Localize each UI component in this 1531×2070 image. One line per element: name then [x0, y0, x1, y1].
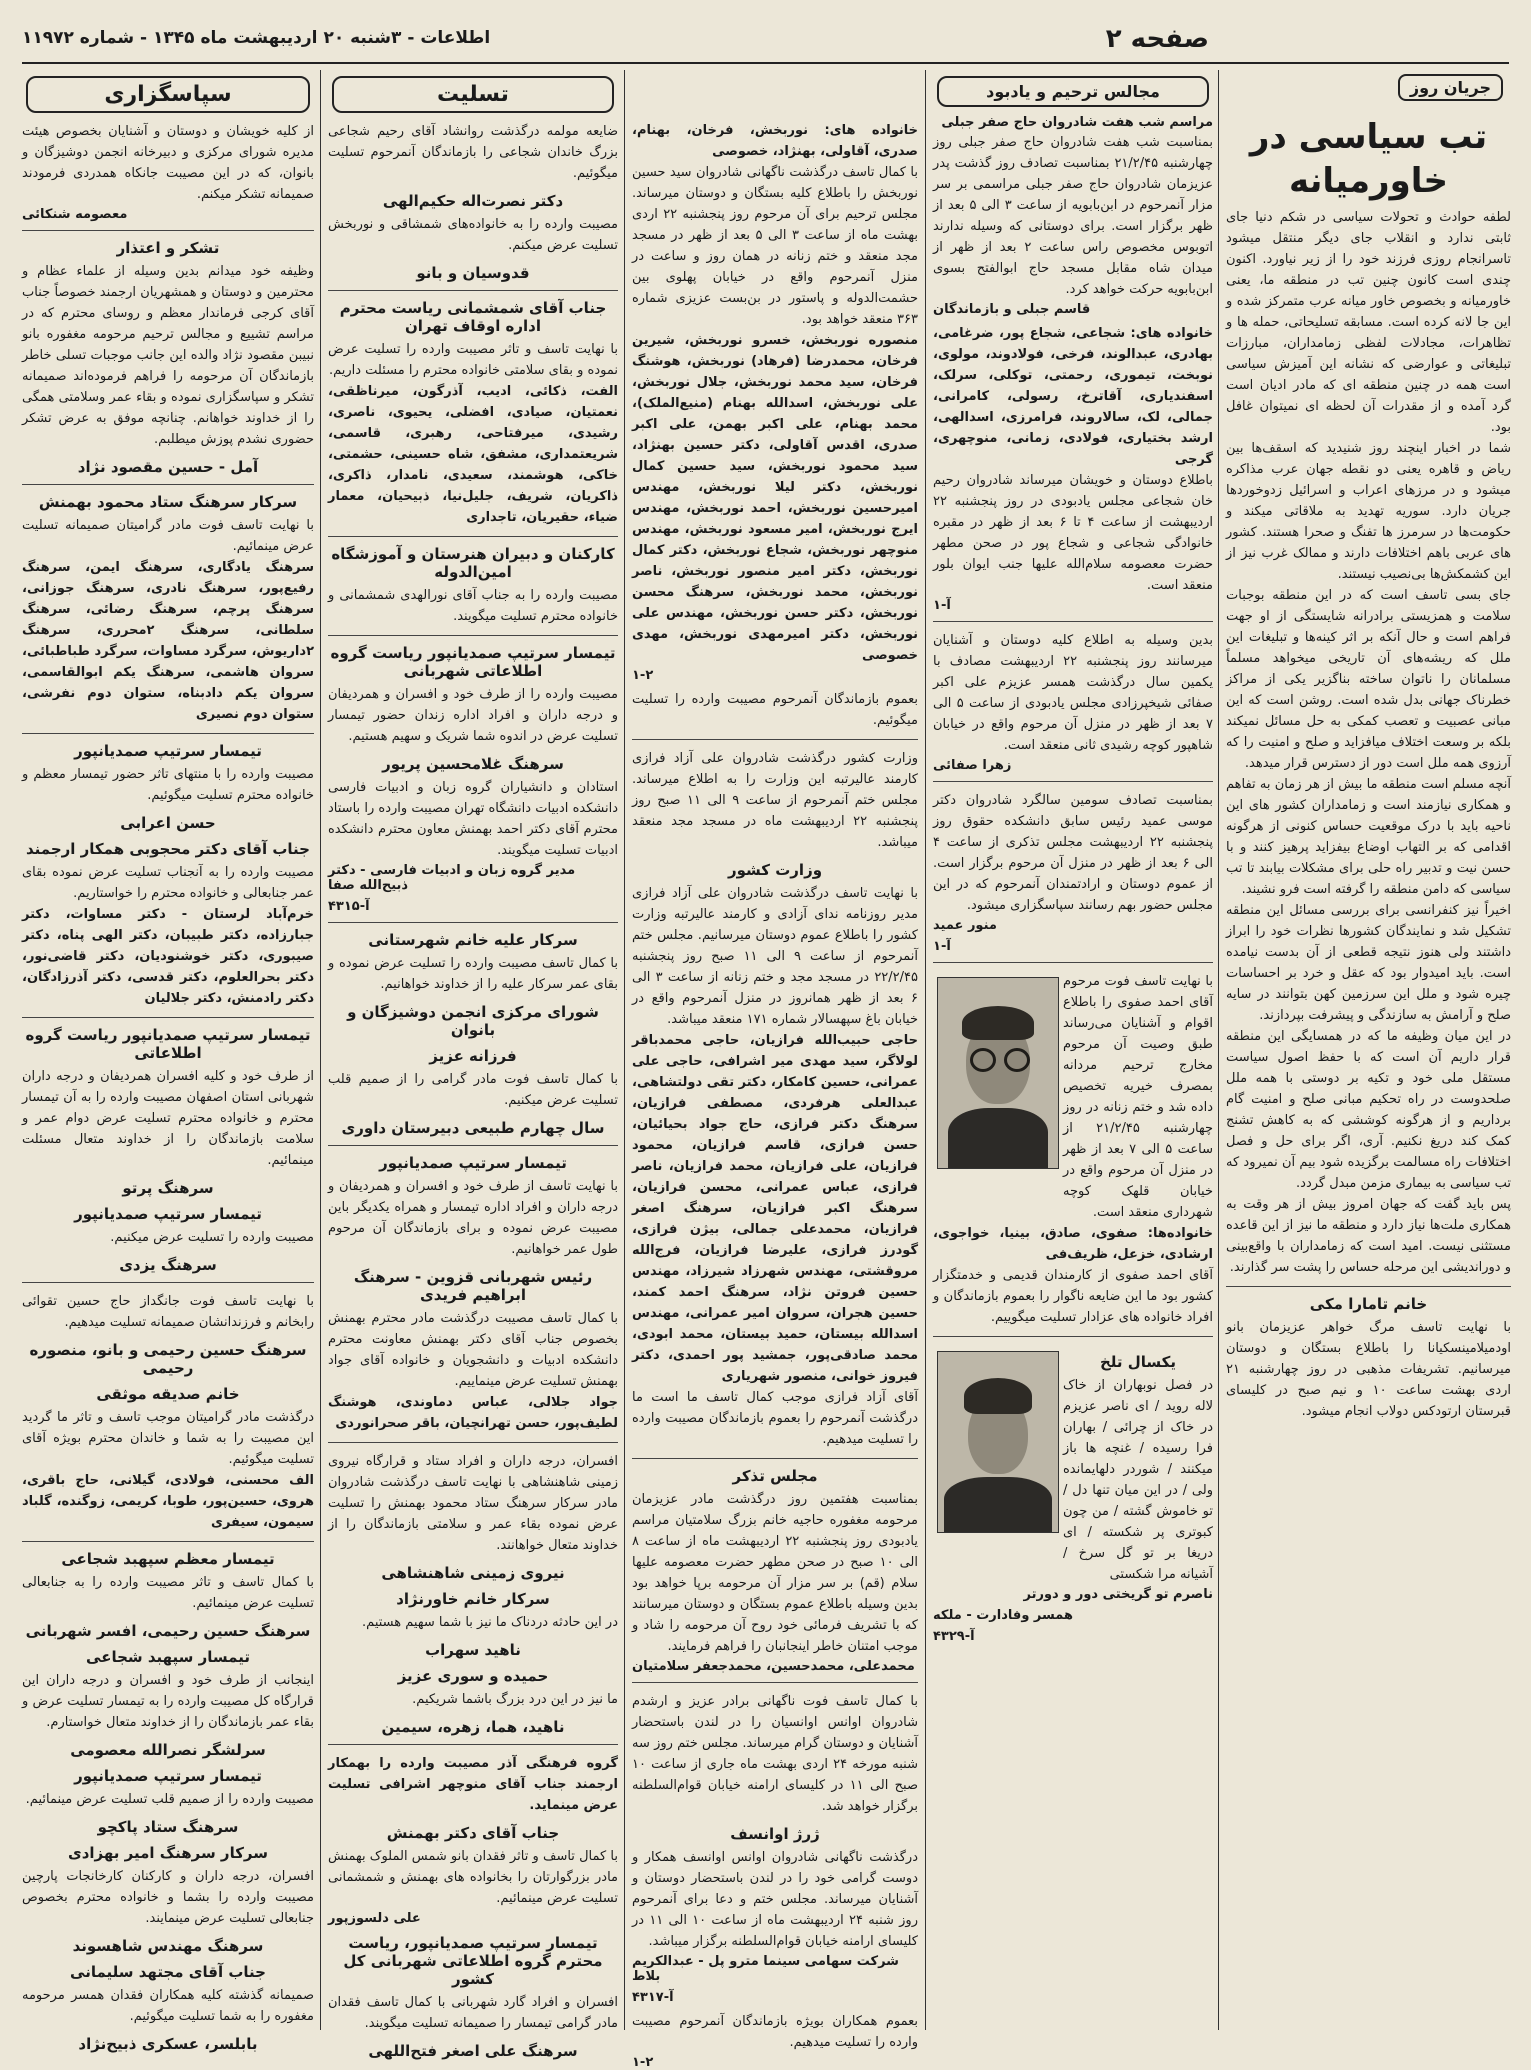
- notice-signature: سرلشگر نصرالله معصومی: [70, 1741, 266, 1759]
- notice-heading: تیمسار معظم سپهبد شجاعی: [61, 1550, 275, 1568]
- column-rule: [320, 70, 321, 2030]
- notice-heading: سرکار خانم خاورنژاد: [396, 1590, 550, 1608]
- poem-title: یکسال تلخ: [1099, 1353, 1177, 1371]
- divider: [22, 1282, 314, 1283]
- divider: [328, 635, 618, 636]
- article-paragraph: در این میان وظیفه ما که در همسایگی این منطقه قرار داریم آن است که با حفظ اصول سیاست مستقل ملی خود و تکیه بر دوستی با همه ملل صلحدوست در راه تحکیم مبانی صلح و امنیت گام برداریم و از هرگونه کوششی که به کاهش تشنج کمک کند دریغ نکنیم. آری، اگر برای حل و فصل اختلافات راه مسالمت برگزیده شود بیم آن نمیرود که تب سیاسی به بیماری مزمن مبدل گردد.: [1226, 1029, 1511, 1191]
- notice-text: مصیبت وارده را با منتهای تاثر حضور تیمسار معظم و خانواده محترم تسلیت میگوئیم.: [22, 767, 314, 803]
- notice-text: با نهایت تاسف مرگ خواهر عزیزمان بانو اودمیلامینسکیانا را باطلاع بستگان و دوستان میرسانیم. تشریفات مذهبی در روز چهارشنبه ۲۱ اردی بهشت ساعت ۱۰ و نیم صبح در کلیسای قبرستان ارتودکس دولاب انجام میشود.: [1226, 1320, 1511, 1419]
- notice-signature: معصومه شنکائی: [22, 207, 128, 222]
- divider: [632, 1458, 918, 1459]
- poem-text: در فصل نوبهاران از خاک لاله روید / ای ناصر عزیزم در خاک از چرائی / بهاران فرا رسیده / غنچه ها باز میکنند / شوردر دلهایمانده ولی / در این میان تنها دل / تو خاموش گشته / من چون کبوتری پر شکسته / ای دریغا بر تو گل سرخ / آشیانه مرا شکستی: [1063, 1378, 1213, 1582]
- notice-text: مصیبت وارده را به خانواده‌های شمشاقی و نوربخش تسلیت عرض میکنم.: [328, 217, 618, 253]
- notice-signature: حسن اعرابی: [120, 814, 216, 832]
- glasses-icon: [1004, 1048, 1030, 1072]
- poem-block: [933, 1345, 1213, 1585]
- notice-text: با کمال تاسف مصیبت وارده را تسلیت عرض نموده و بقای عمر سرکار علیه را از خداوند خواهانیم.: [328, 956, 618, 992]
- divider: [328, 1442, 618, 1443]
- notice-text: از طرف خود و کلیه افسران همردیفان و درجه داران شهربانی استان اصفهان مصیبت وارده را به آن تیمسار محترم و خانواده محترم تسلیت عرض دوام عمر و سلامت بازماندگان را از خداوند متعال مسئلت مینمائیم.: [22, 1069, 314, 1168]
- notice-text: با نهایت تاسف و تاثر مصیبت وارده را تسلیت عرض نموده و بقای سلامتی خانواده محترم را مسئلت داریم.: [328, 342, 618, 378]
- article-paragraph: شما در اخبار اینچند روز شنیدید که اسقف‌ها بین ریاض و قاهره یعنی دو نقطه جهان عرب مذاکره میشود و در مرزهای اعراب و اسرائیل زدوخورد‌ها جریان دارد. سوریه تهدید به ملاقاتی میکند و حکومت‌ها در سرمرز ها تفنگ و صحرا هستند. کشور های عربی باهم اختلافات دارند و ممالک غرب نیز از این کشمکش‌ها بی‌نصیب نیستند.: [1226, 441, 1511, 582]
- notice-signature: مدیر گروه زبان و ادبیات فارسی - دکتر ذبیح‌الله صفا: [328, 863, 576, 893]
- page-number: صفحه ۲: [1105, 24, 1209, 54]
- notice-text: افسران و افراد گارد شهربانی با کمال تاسف فقدان مادر گرامی تیمسار را صمیمانه تسلیت میگویند.: [328, 1995, 618, 2031]
- portrait-suit: [948, 1108, 1048, 1168]
- notice-heading: سرکار سرهنگ امیر بهزادی: [67, 1844, 269, 1862]
- notice-signature: سرهنگ علی اصغر فتح‌اللهی: [368, 2042, 578, 2060]
- notice-code: ۱-۲: [632, 668, 654, 683]
- notice-text: وزارت کشور درگذشت شادروان علی آزاد فرازی کارمند عالیرتبه این وزارت را به اطلاع میرساند. مجلس ختم آنمرحوم از ساعت ۹ الی ۱۱ صبح روز پنجشنبه ۲۲ اردیبهشت ماه در مسجد مجد منعقد میباشد.: [632, 751, 918, 850]
- divider: [1226, 1286, 1511, 1287]
- notice-text: افسران، درجه داران و کارکنان کارخانجات پارچین مصیبت وارده را بشما و خانواده محترم بخصوص جنابعالی تسلیت عرض مینمایند.: [22, 1869, 314, 1926]
- portrait-hair: [964, 1378, 1032, 1414]
- notice-text: بعموم همکاران بویژه بازماندگان آنمرحوم مصیبت وارده را تسلیت میدهیم.: [632, 2014, 918, 2050]
- notice-families: خانواده های: نوربخش، فرخان، بهنام، صدری، آقاولی، بهنژاد، خصوصی: [632, 123, 918, 159]
- notice-signature: منور عمید: [933, 918, 997, 933]
- notice-names: خرم‌آباد لرستان - دکتر مساوات، دکتر جبارزاده، دکتر طبیبان، دکتر الهی پناه، دکتر صیبوری، دکتر خوشنودیان، دکتر قاضی‌نور، دکتر بحرالعلوم، دکتر قدسی، دکتر آذرزادگان، دکتر رادمنش، دکتر جلالیان: [22, 907, 314, 1006]
- section-title: مجالس ترحیم و یادبود: [937, 76, 1209, 107]
- article-paragraph: اخیراً نیز کنفرانسی برای بررسی مسائل این منطقه تشکیل شد و نمایندگان کشورها نظرات خود را ابراز داشتند ولی هنوز نتیجه قطعی از آن بدست نیامده است. باید امیدوار بود که عقل و خرد بر احساسات چیره شود و ملل این سرزمین کهن بتوانند در سایه صلح و آرامش به سازندگی و پیشرفت بپردازند.: [1226, 903, 1511, 1023]
- section-title: سپاسگزاری: [26, 76, 310, 113]
- divider: [328, 922, 618, 923]
- portrait-suit: [944, 1477, 1052, 1532]
- notice-text: با کمال تاسف درگذشت ناگهانی شادروان سید حسین نوربخش را باطلاع کلیه بستگان و دوستان میرساند. مجلس ترحیم برای آن مرحوم روز پنجشنبه ۲۲ اردی بهشت ماه از ساعت ۳ الی ۵ بعد از ظهر در مسجد مجد منعقد و ختم زنانه در همان روز و ساعت در منزل آنمرحوم واقع در خیابان پهلوی بین حشمت‌الدوله و پاستور در بن‌بست عزیزی شماره ۳۶۳ منعقد خواهد بود.: [632, 165, 918, 327]
- column-majalis-left: [632, 120, 919, 2070]
- notice-text: درگذشت ناگهانی شادروان اوانس اوانسف همکار و دوست گرامی خود را در لندن باستحضار دوستان و آشنایان میرساند. مجلس ختم و دعا برای آنمرحوم روز شنبه ۲۴ اردیبهشت ماه از ساعت ۱۰ الی ۱۱ در کلیسای ارامنه خیابان قوام‌السلطنه برگزار میباشد.: [632, 1850, 918, 1949]
- notice-text: باطلاع دوستان و خویشان میرساند شادروان رحیم خان شجاعی مجلس یادبودی در روز پنجشنبه ۲۲ اردیبهشت از ساعت ۴ تا ۶ بعد از ظهر در مقبره خانوادگی شجاعی و شجاع پور در صحن مطهر حضرت معصومه سلام‌الله علیها جنب ایوان بلور منعقد است.: [933, 473, 1214, 593]
- notice-heading: فرزانه عزیز: [429, 1047, 517, 1065]
- notice-text: بدین وسیله به اطلاع کلیه دوستان و آشنایان میرسانند روز پنجشنبه ۲۲ اردیبهشت مصادف با یکمین سال درگذشت همسر عزیزم علی اکبر صفائی شیخپرزادی مجلس یادبودی از ساعت ۵ الی ۷ بعد از ظهر در منزل آن مرحوم واقع در خیابان شاهپور کوچه رشیدی ثانی منعقد است.: [933, 633, 1213, 753]
- notice-signature: سال چهارم طبیعی دبیرستان داوری: [341, 1119, 605, 1137]
- divider: [933, 621, 1213, 622]
- notice-text: از کلیه خویشان و دوستان و آشنایان بخصوص هیئت مدیره شورای مرکزی و دبیرخانه انجمن دوشیزگان و بانوان، که در این مصیبت جانکاه همدردی فرمودند صمیمانه تشکر میکنم.: [22, 124, 314, 202]
- notice-names: الف محسنی، فولادی، گیلانی، حاج باقری، هروی، حسین‌پور، طوبا، کریمی، زوگنده، گلباد سیمون، سیفری: [22, 1473, 314, 1530]
- notice-text: وظیفه خود میدانم بدین وسیله از علماء عظام و محترمین و دوستان و همشهریان ارجمند خصوصاً جناب آقای کرجی فرماندار معظم و روسای محترم که در مراسم تشییع و مجالس ترحیم مرحومه مغفوره بانو نبیبن مقصود نژاد والده این جانب موجبات تسلی خاطر بازماندگان آن مرحومه را فراهم فرموده‌اند صمیمانه تشکر و سپاسگزاری نموده و بقاء عمر وسلامتی همگی را از خداوند خواهانم. چنانچه موفق به عرض تشکر حضوری نشدم پوزش میطلبم.: [22, 264, 314, 447]
- notice-text: با کمال تاسف فوت مادر گرامی را از صمیم قلب تسلیت عرض میکنیم.: [328, 1072, 618, 1108]
- notice-heading: مراسم شب هفت شادروان حاج صفر جبلی: [941, 115, 1213, 130]
- notice-title: خانم تامارا مکی: [1309, 1295, 1428, 1313]
- notice-signature: قدوسیان و بانو: [416, 264, 530, 282]
- notice-heading: تیمسار سرتیپ صمدیانپور: [379, 1154, 567, 1172]
- notice-text: آقای احمد صفوی از کارمندان قدیمی و خدمتگزار کشور بود ما این ضایعه ناگوار را بعموم بازماندگان و افراد خانواده های عزادار تسلیت میگوییم.: [933, 1268, 1213, 1325]
- notice-text: مصیبت وارده را به جناب آقای نورالهدی شمشمانی و خانواده محترم تسلیت میگویند.: [328, 588, 618, 624]
- divider: [933, 781, 1213, 782]
- poem-line: ناصرم تو گریختی دور و دورتر: [1023, 1587, 1213, 1602]
- notice-heading: تیمسار سپهبد شجاعی: [86, 1648, 250, 1666]
- notice-signature: سرهنگ ستاد پاکچو: [97, 1818, 239, 1836]
- notice-names: سرهنگ یادگاری، سرهنگ ایمن، سرهنگ رفیع‌پور، سرهنگ نادری، سرهنگ جوزانی، سرهنگ پرچم، سرهنگ رضائی، سرهنگ سلطانی، سرهنگ ۲محرری، سرهنگ ۲داریوش، سرگرد مساوات، سرگرد طباطبائی، سروان هاشمی، سرهنگ یکم ابوالقاسمی، سروان یکم دادبناه، ستوان دوم نفرشی، ستوان دوم نصیری: [22, 560, 314, 722]
- notice-code: آ-۱: [933, 939, 951, 954]
- notice-text: با نهایت تاسف درگذشت شادروان علی آزاد فرازی مدیر روزنامه ندای آزادی و کارمند عالیرتبه وزارت کشور را باطلاع عموم دوستان میرسانیم. مجلس ختم آنمرحوم از ساعت ۹ الی ۱۱ صبح روز پنجشنبه ۲۲/۲/۴۵ در مسجد مجد و ختم زنانه از ساعت ۳ الی ۶ بعد از ظهر همانروز در منزل آنمرحوم واقع در خیابان باغ سپهسالار شماره ۱۷۱ منعقد میباشد.: [632, 886, 918, 1027]
- notice-heading: سرکار سرهنگ ستاد محمود بهمنش: [38, 493, 298, 511]
- notice-signature: ناهید سهراب: [425, 1641, 521, 1659]
- section-title: تسلیت: [332, 76, 614, 113]
- notice-text: بمناسبت هفتمین روز درگذشت مادر عزیزمان مرحومه مغفوره حاجیه خانم بزرگ سلامتیان مراسم یادبودی روز پنجشنبه ۲۲ اردیبهشت ماه از ساعت ۸ الی ۱۰ صبح در صحن مطهر حضرت معصومه علیها سلام (قم) بر سر مزار آن مرحومه برپا خواهد بود بدین وسیله باطلاع عموم بستگان و دوستان میرسانند که با تشریف فرمائی خود روح آن مرحومه را شاد و موجب امتنان خاطر اینجانبان را فراهم فرمایند.: [632, 1492, 919, 1654]
- notice-signature: سرهنگ حسین رحیمی و بانو، منصوره رحیمی: [29, 1341, 307, 1377]
- notice-text: ما نیز در این درد بزرگ باشما شریکیم.: [412, 1692, 618, 1707]
- page-header: [22, 18, 1509, 64]
- notice-families: خانواده های: شجاعی، شجاع پور، ضرغامی، بهادری، عبدالوند، فرخی، فولادوند، مولوی، نوبخت، تیموری، رحمتی، توکلی، سرلک، اسفندیاری، آقاترخ، رسولی، کامرانی، جمالی، لک، سالاروند، فرامرزی، اسدالهی، ارشد بختیاری، فولادی، زمانی، منوچهری، گرجی: [933, 326, 1213, 467]
- notice-text: با نهایت تاسف فوت جانگداز حاج حسین تقوائی رابخانم و فرزندانشان صمیمانه تسلیت میدهیم.: [22, 1294, 314, 1330]
- notice-signature: رئیس شهربانی قزوین - سرهنگ ابراهیم فریدی: [353, 1268, 593, 1304]
- notice-signature: شورای مرکزی انجمن دوشیزگان و بانوان: [347, 1003, 599, 1039]
- notice-text: صمیمانه گذشته کلیه همکاران فقدان همسر مرحومه مغفوره را به شما تسلیت میگوئیم.: [22, 1988, 314, 2024]
- notice-signature: علی دلسوزپور: [328, 1911, 421, 1926]
- column-jarian-rooz: [1226, 70, 1511, 2030]
- notice-text: بمناسبت تصادف سومین سالگرد شادروان دکتر موسی عمید رئیس سابق دانشکده حقوق روز پنجشنبه ۲۲ اردیبهشت مجلس تذکری از ساعت ۴ الی ۶ بعد از ظهر در منزل آن مرحوم برگزار است. از عموم دوستان و ارادتمندان آنمرحوم که در این مجلس حضور بهم رسانند سپاسگزاری میشود.: [933, 793, 1214, 913]
- notice-signature: سرهنگ پرتو: [122, 1179, 214, 1197]
- notice-heading: جناب آقای مجتهد سلیمانی: [70, 1963, 266, 1981]
- divider: [22, 1541, 314, 1542]
- notice-signature: ناهید، هما، زهره، سیمین: [381, 1718, 565, 1736]
- notice-heading: سرکار علیه خانم شهرستانی: [368, 931, 578, 949]
- notice-text: با نهایت تاسف فوت مادر گرامیتان صمیمانه تسلیت عرض مینمائیم.: [22, 518, 314, 554]
- notice-names: الفت، ذکائی، ادیب، آذرگون، میرناظقی، نعمتیان، صیادی، افضلی، یحیوی، ناصری، رشیدی، میرفتاحی، رهبری، قاسمی، شریعتمداری، مشفق، شاه حسینی، حشمتی، خاکی، هوشمند، سعیدی، نامدار، ذاکری، ذاکریان، شریف، جلیل‌نیا، ذبیحیان، معمار ضیاء، حقیریان، تاجداری: [328, 384, 618, 525]
- notice-text: مصیبت وارده را از صمیم قلب تسلیت عرض مینمائیم.: [25, 1792, 314, 1807]
- divider: [933, 1336, 1213, 1337]
- divider: [22, 733, 314, 734]
- column-rule: [1218, 70, 1219, 2030]
- notice-names: منصوره نوربخش، خسرو نوربخش، شیرین فرخان، محمدرضا (فرهاد) نوربخش، هوشنگ فرخان، سید محمد نوربخش، جلال نوربخش، علی نوربخش، اسدالله بهنام (منیع‌الملک)، محمد بهنام، علی اکبر بهمن، علی اکبر صدری، اقدس آقاولی، دکتر حسین بهنژاد، سید محمود نوربخش، سید حسین کمال نوربخش، دکتر لیلا نوربخش، مهندس امیرحسین نوربخش، احمد نوربخش، مهندس ایرج نوربخش، امیر مسعود نوربخش، مهندس منوچهر نوربخش، شجاع نوربخش، دکتر کمال نوربخش، دکتر امیر منصور نوربخش، ناصر نوربخش، محمد نوربخش، سرهنگ محسن نوربخش، دکتر حسن نوربخش، مهندس علی نوربخش، دکتر امیرمهدی نوربخش، مهدی خصوصی: [632, 333, 918, 663]
- article-paragraph: لطفه حوادث و تحولات سیاسی در شکم دنیا جای ثابتی ندارد و انقلاب جای دیگر منتقل میشود تاسرانجام روزی فرزند خود را از زیر نیاورد. اکنون چندی است کانون چنین تب در منطقه ما، یعنی خاورمیانه و بخصوص خاور میانه عرب متمرکز شده و این جا لانه کرده است. مسابقه تسلیحاتی، حمله ها و تظاهرات، مجادلات لفظی زمامداران، مبارزات تبلیغاتی و عوارضی که نشانه این آمیزش سیاسی است همه در چنین منطقه ای که مادر ادیان است گرد آمده و از مقدرات آن لحظه ای نمیتوان غافل بود.: [1226, 210, 1511, 435]
- notice-heading: تیمسار سرتیپ صمدیانپور، ریاست محترم گروه اطلاعاتی شهربانی کل کشور: [343, 1934, 603, 1988]
- notice-text: بمناسبت شب هفت شادروان حاج صفر جبلی روز چهارشنبه ۲۱/۲/۴۵ بمناسبت تصادف روز گذشت پدر عزیزمان شادروان حاج صفر جبلی مراسمی بر سر مزار آنمرحوم در ابن‌بابویه از ساعت ۳ الی ۵ بعد از ظهر برگزار است. برای دوستانی که وسیله ندارند اتوبوس مخصوص راس ساعت ۲ بعد از ظهر از میدان شاه مقابل مسجد حاج ابوالفتح بسوی ابن‌بابویه حرکت خواهد کرد.: [933, 135, 1214, 297]
- article-paragraph: آنچه مسلم است منطقه ما بیش از هر زمان به تفاهم و همکاری نیازمند است و زمامداران کشور های این ناحیه باید با درک موقعیت حساس کنونی از هرگونه اقدامی که بر التهاب اوضاع بیفزاید پرهیز کنند و با حسن نیت و تدبیر راه حلی برای مشکلات بیابند تا تب سیاسی که دامن منطقه را گرفته است فرو نشیند.: [1226, 777, 1511, 897]
- portrait-hair: [962, 1006, 1034, 1040]
- notice-text: اینجانب از طرف خود و افسران و درجه داران این قرارگاه کل مصیبت وارده را به تیمسار تسلیت عرض و بقاء عمر بازماندگان را از خداوند متعال خواستارم.: [22, 1673, 314, 1730]
- notice-heading: مجلس تذکر: [732, 1467, 818, 1485]
- notice-heading: حمیده و سوری عزیز: [397, 1667, 549, 1685]
- notice-code: ۱-۲: [632, 2055, 654, 2070]
- divider: [22, 230, 314, 231]
- notice-text: افسران، درجه داران و افراد ستاد و قرارگاه نیروی زمینی شاهنشاهی با نهایت تاسف درگذشت شادروان مادر سرکار سرهنگ ستاد محمود بهمنش را تسلیت عرض نموده بقاء عمر و سلامتی بازماندگان را از خداوند متعال خواهانند.: [328, 1454, 618, 1553]
- notice-signature: سرهنگ غلامحسین پریور: [382, 755, 564, 773]
- article-paragraph: پس باید گفت که جهان امروز بیش از هر وقت به همکاری ملت‌ها نیاز دارد و منطقه ما نیز از این قاعده مستثنی نیست. امید است که زمامداران با واقع‌بینی و دوراندیشی این مرحله حساس را پشت سر گذارند.: [1226, 1197, 1511, 1275]
- notice-text: با نهایت تاسف از طرف خود و افسران و همردیفان و درجه داران و افراد اداره تیمسار و همراه یکدیگر باین مصیبت عرض نموده و برای بازماندگان آن مرحوم طول عمر خواهانیم.: [328, 1179, 618, 1257]
- notice-text: مصیبت وارده را تسلیت عرض میکنیم.: [110, 1230, 314, 1245]
- notice-text: با کمال تاسف مصیبت درگذشت مادر محترم بهمنش بخصوص جناب آقای دکتر بهمنش معاونت محترم دانشکده ادبیات و دانشجویان و خانواده آقای جواد بهمنش تسلیت عرض مینماییم.: [328, 1311, 618, 1389]
- notice-heading: جناب آقای دکتر بهمنش: [386, 1824, 560, 1842]
- divider: [328, 1145, 618, 1146]
- portrait-photo: [937, 1351, 1059, 1533]
- notice-heading: تیمسار سرتیپ صمدیانپور: [74, 1767, 262, 1785]
- column-majalis-right: [933, 70, 1213, 2030]
- notice-text: آقای آزاد فرازی موجب کمال تاسف ما است ما درگذشت آنمرحوم را بعموم بازماندگان مصیبت وارده را تسلیت میدهیم.: [632, 1390, 918, 1447]
- notice-signature: ژرژ اوانسف: [730, 1825, 820, 1843]
- portrait-photo: [937, 977, 1059, 1169]
- notice-signature: بابلسر، عسکری ذبیح‌نژاد: [78, 2035, 258, 2053]
- notice-heading: تیمسار سرتیپ صمدیانپور: [74, 1205, 262, 1223]
- notice-signature: شرکت سهامی سینما مترو پل - عبدالکریم بلاط: [632, 1954, 899, 1984]
- notice-signature: سرهنگ یزدی: [119, 1256, 217, 1274]
- notice-signature: قاسم جبلی و بازماندگان: [933, 302, 1091, 317]
- notice-text: درگذشت مادر گرامیتان موجب تاسف و تاثر ما گردید این مصیبت را به شما و خاندان محترم بویژه آقای تسلیت میگوئیم.: [22, 1410, 314, 1467]
- notice-heading: تیمسار سرتیپ صمدیانپور: [74, 742, 262, 760]
- notice-code: آ-۴۳۱۷: [632, 1990, 674, 2005]
- notice-names: جواد جلالی، عباس دماوندی، هوشنگ لطیف‌پور، حسن تهرانچیان، باقر صحرانوردی: [328, 1395, 618, 1431]
- divider: [328, 290, 618, 291]
- divider: [632, 739, 918, 740]
- notice-families: خانواده‌ها: صفوی، صادق، بینیا، خواجوی، ارشادی، خزعل، ظریف‌فی: [933, 1226, 1213, 1262]
- notice-code: آ-۴۳۲۹: [933, 1629, 975, 1644]
- notice-text: بعموم بازماندگان آنمرحوم مصیبت وارده را تسلیت میگوئیم.: [632, 692, 918, 728]
- notice-text: مصیبت وارده را به آنجناب تسلیت عرض نموده بقای عمر جنابعالی و خانواده محترم را خواستاریم.: [22, 865, 314, 901]
- notice-text: گروه فرهنگی آذر مصیبت وارده را بهمکار ارجمند جناب آقای منوچهر اشرافی تسلیت عرض مینماید.: [328, 1756, 618, 1813]
- notice-heading: تیمسار سرتیپ صمدیانپور ریاست گروه اطلاعاتی شهربانی: [330, 644, 616, 680]
- divider: [933, 962, 1213, 963]
- notice-text: با کمال تاسف و تاثر مصیبت وارده را به جنابعالی تسلیت عرض مینمائیم.: [22, 1575, 314, 1611]
- obituary-caption: با نهایت تاسف فوت مرحوم آقای احمد صفوی را باطلاع اقوام و آشنایان می‌رساند طبق وصیت آن مرحوم مخارج ترحیم مردانه بمصرف خیریه تخصیص داده شد و ختم زنانه در روز چهارشنبه ۲۱/۲/۴۵ از ساعت ۵ الی ۷ بعد از ظهر در منزل آن مرحوم واقع در خیابان قلهک کوچه شهرداری منعقد است.: [1063, 974, 1213, 1220]
- obituary-photo-block: [933, 971, 1213, 1223]
- column-rule: [925, 70, 926, 2030]
- divider: [328, 1744, 618, 1745]
- notice-heading: تشکر و اعتذار: [116, 239, 220, 257]
- notice-code: آ-۴۳۱۵: [328, 899, 370, 914]
- notice-signature: سرهنگ مهندس شاهسوند: [72, 1937, 264, 1955]
- notice-signature: دکتر نصرت‌اله حکیم‌الهی: [382, 192, 564, 210]
- notice-text: استادان و دانشیاران گروه زبان و ادبیات فارسی دانشکده ادبیات دانشگاه تهران مصیبت وارده را باستاد محترم آقای دکتر احمد بهمنش معاون محترم دانشکده ادبیات تسلیت میگویند.: [328, 780, 618, 858]
- notice-signature: آمل - حسین مقصود نژاد: [77, 458, 259, 476]
- notice-text: مصیبت وارده را از طرف خود و افسران و همردیفان و درجه داران و افراد اداره زندان حضور تیمسار تسلیت عرض در اندوه شما شریک و سهیم هستیم.: [328, 687, 618, 744]
- notice-heading: جناب آقای دکتر محجوبی همکار ارجمند: [26, 840, 310, 858]
- notice-names: حاجی حبیب‌الله فرازیان، حاجی محمدباقر لولاگر، سید مهدی میر اشرافی، حاجی علی عمرانی، حسین کامکار، دکتر تقی دولتشاهی، عبدالعلی هرفردی، مصطفی فرازیان، سرهنگ دکتر فرازی، حاج جواد بحیائیان، حسن فرازی، قاسم فرازیان، محمود فرازیان، علی فرازیان، محمد فرازیان، ناصر فرازی، عباس عمرانی، محسن فرازیان، سرهنگ اکبر فرازیان، سرهنگ اصغر فرازیان، محمدعلی جمالی، بیژن فرازی، گودرز فرازی، علیرضا فرازیان، فرج‌الله مروقشتی، مهندس شهرزاد شیرزاد، مهندس حسین فروتن نژاد، سرهنگ احمد کمند، حسین هجران، سروان امیر عمرانی، مهندس اسدالله بیستان، حمید بیستان، محمد ابودی، محمد صادقی‌پور، جمشید پور احمدی، دکتر فیروز خوانی، منصور شهریاری: [632, 1033, 918, 1384]
- notice-signature: زهرا صفائی: [933, 758, 1012, 773]
- notice-signature: وزارت کشور: [727, 861, 823, 879]
- notice-heading: کارکنان و دبیران هنرستان و آموزشگاه امین‌الدوله: [331, 545, 615, 581]
- notice-text: ضایعه مولمه درگذشت روانشاد آقای رحیم شجاعی بزرگ خاندان شجاعی را بازماندگان آنمرحوم تسلیت میگوئیم.: [328, 124, 618, 181]
- column-taslit: [328, 70, 618, 2060]
- notice-heading: تیمسار سرتیپ صمدیانپور ریاست گروه اطلاعاتی: [25, 1026, 311, 1062]
- notice-text: با کمال تاسف فوت ناگهانی برادر عزیز و ارشدم شادروان اوانس اوانسیان را در لندن باستحضار آشنایان و دوستان گرام میرساند. مجلس ختم روز سه شنبه مورخه ۲۴ اردی بهشت ماه جاری از ساعت ۱۰ صبح الی ۱۱ در کلیسای ارامنه خیابان قوام‌السلطنه برگزار خواهد شد.: [632, 1694, 918, 1814]
- notice-signature: محمدعلی، محمدحسین، محمدجعفر سلامتیان: [632, 1659, 915, 1674]
- notice-heading: جناب آقای شمشمانی ریاست محترم اداره اوقاف تهران: [339, 299, 607, 335]
- notice-text: با کمال تاسف و تاثر فقدان بانو شمس الملوک بهمنش مادر بزرگوارتان را بخانواده های بهمنش و شمشمانی تسلیت عرض مینمائیم.: [328, 1849, 618, 1906]
- notice-signature: سرهنگ حسین رحیمی، افسر شهربانی: [25, 1622, 311, 1640]
- section-tag: جریان روز: [1398, 74, 1503, 101]
- poem-signature: همسر وفادارت - ملکه: [933, 1608, 1073, 1623]
- column-rule: [624, 70, 625, 2030]
- article-paragraph: جای بسی تاسف است که در این منطقه بوجبات سلامت و همزیستی برادرانه شایستگی از او جهت فراهم است و حال آنکه بر اثر کینه‌ها و تبلیغات این ملل که ریشه‌های آن تاریخی میخواهد مسلماً مسلمانان را ناتوان ساخته بناگزیر یکی از مراکز خطرناک جهانی بدل شده است. روشن است که این مبانی عصبیت و تعصب کمکی به حل مسائل نمیکند بلکه بر وسعت اختلاف میافزاید و صلح و امنیت را که آرزوی همه ملل است دور از دسترس قرار میدهد.: [1226, 588, 1511, 771]
- article-title: تب سیاسی در خاورمیانه: [1249, 117, 1488, 201]
- issue-line: اطلاعات - ۳شنبه ۲۰ اردیبهشت ماه ۱۳۴۵ - شماره ۱۱۹۷۲: [22, 28, 491, 48]
- divider: [22, 1017, 314, 1018]
- notice-heading: خانم صدیقه موثقی: [96, 1385, 240, 1403]
- glasses-icon: [970, 1048, 996, 1072]
- notice-text: در این حادثه دردناک ما نیز با شما سهیم هستیم.: [362, 1615, 618, 1630]
- divider: [328, 536, 618, 537]
- column-sepasgozari: [22, 70, 314, 2053]
- divider: [632, 1682, 918, 1683]
- notice-code: آ-۱: [933, 598, 951, 613]
- divider: [22, 484, 314, 485]
- notice-signature: نیروی زمینی شاهنشاهی: [381, 1564, 565, 1582]
